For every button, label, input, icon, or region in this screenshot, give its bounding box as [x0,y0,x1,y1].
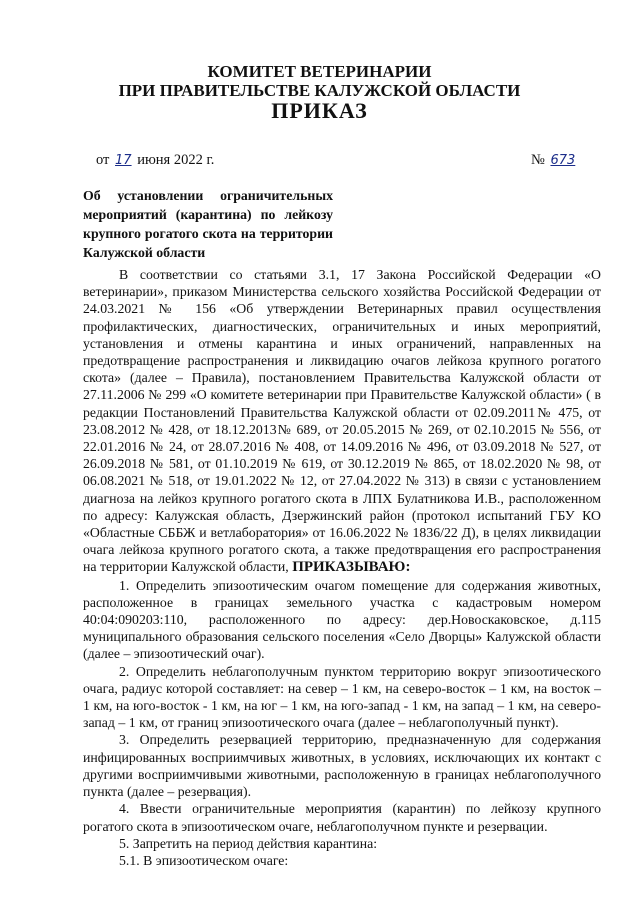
paragraph-3: 3. Определить резервацией территорию, предназначенную для содержания инфицированных восприимчивых животных, в условиях, исключающих их контакт с другими восприимчивыми животными, расположенную в границах неблагополучного пункта (далее – резервация). [83,732,601,800]
order-body [83,266,601,869]
paragraph-4: 4. Ввести ограничительные мероприятия (карантин) по лейкозу крупного рогатого скота в эпизоотическом очаге, неблагополучном пункте и резервации. [83,801,601,834]
date-prefix: от [96,152,110,168]
order-word: ПРИКАЗЫВАЮ: [292,559,411,576]
number-sign: № [531,152,545,168]
number-handwritten: 673 [550,153,576,168]
order-number [531,152,577,169]
date-rest: июня 2022 г. [137,152,215,168]
paragraph-1: 1. Определить эпизоотическим очагом помещение для содержания животных, расположенное в границах земельного участка с кадастровым номером 40:04:090203:110, расположенного по адресу: дер.Новоскаковское, д.115 муниципального образования сельского поселения «Село Дворцы» Калужской области (далее – эпизоотический очаг). [83,577,601,662]
intro-text: В соответствии со статьями 3.1, 17 Закона Российской Федерации «О ветеринарии», приказом Министерства сельского хозяйства Российской Федерации от 24.03.2021 № 156 «Об утверждении Ветеринарных правил осуществления профилактических, диагностических, ограничительных и иных мероприятий, установления и отмены карантина и иных ограничений, направленных на предотвращение распространения и ликвидацию очагов лейкоза крупного рогатого скота» (далее – Правила), постановлением Правительства Калужской области от 27.11.2006 № 299 «О комитете ветеринарии при Правительстве Калужской области» ( в редакции Постановлений Правительства Калужской области от 02.09.2011№ 475, от 23.08.2012 № 428, от 18.12.2013№ 689, от 20.05.2015 № 269, от 02.10.2015 № 556, от 22.01.2016 № 24, от 28.07.2016 № 408, от 14.09.2016 № 496, от 03.09.2018 № 527, от 26.09.2018 № 581, от 01.10.2019 № 619, от 30.12.2019 № 865, от 18.02.2020 № 98, от 06.08.2021 № 518, от 19.01.2022 № 12, от 27.04.2022 № 313) в связи с установлением диагноза на лейкоз крупного рогатого скота в ЛПХ Булатникова И.В., расположенном по адресу: Калужская область, Дзержинский район (протокол испытаний ГБУ КО «Областные СББЖ и ветлаборатория» от 16.06.2022 № 1836/22 Д), в целях ликвидации очага лейкоза крупного рогатого скота, а также предотвращения его распространения на территории Калужской области, [83,267,601,575]
paragraph-2: 2. Определить неблагополучным пунктом территорию вокруг эпизоотического очага, радиус которой составляет: на север – 1 км, на северо-восток – 1 км, на восток – 1 км, на юго-восток - 1 км, на юг – 1 км, на юго-запад - 1 км, на запад – 1 км, на северо-запад – 1 км, от границ эпизоотического очага (далее – неблагополучный пункт). [83,663,601,731]
order-date [96,152,214,169]
paragraph-5-1: 5.1. В эпизоотическом очаге: [119,852,289,868]
header-line-2: ПРИ ПРАВИТЕЛЬСТВЕ КАЛУЖСКОЙ ОБЛАСТИ [118,81,521,100]
date-day-handwritten: 17 [115,153,132,168]
paragraph-5: 5. Запретить на период действия карантина: [119,835,378,851]
header-line-1: КОМИТЕТ ВЕТЕРИНАРИИ [207,62,432,81]
intro-paragraph [83,266,601,577]
document-type-title: ПРИКАЗ [271,98,368,123]
order-subject: Об установлении ограничительных мероприятий (карантина) по лейкозу крупного рогатого скота на территории Калужской области [83,188,333,260]
